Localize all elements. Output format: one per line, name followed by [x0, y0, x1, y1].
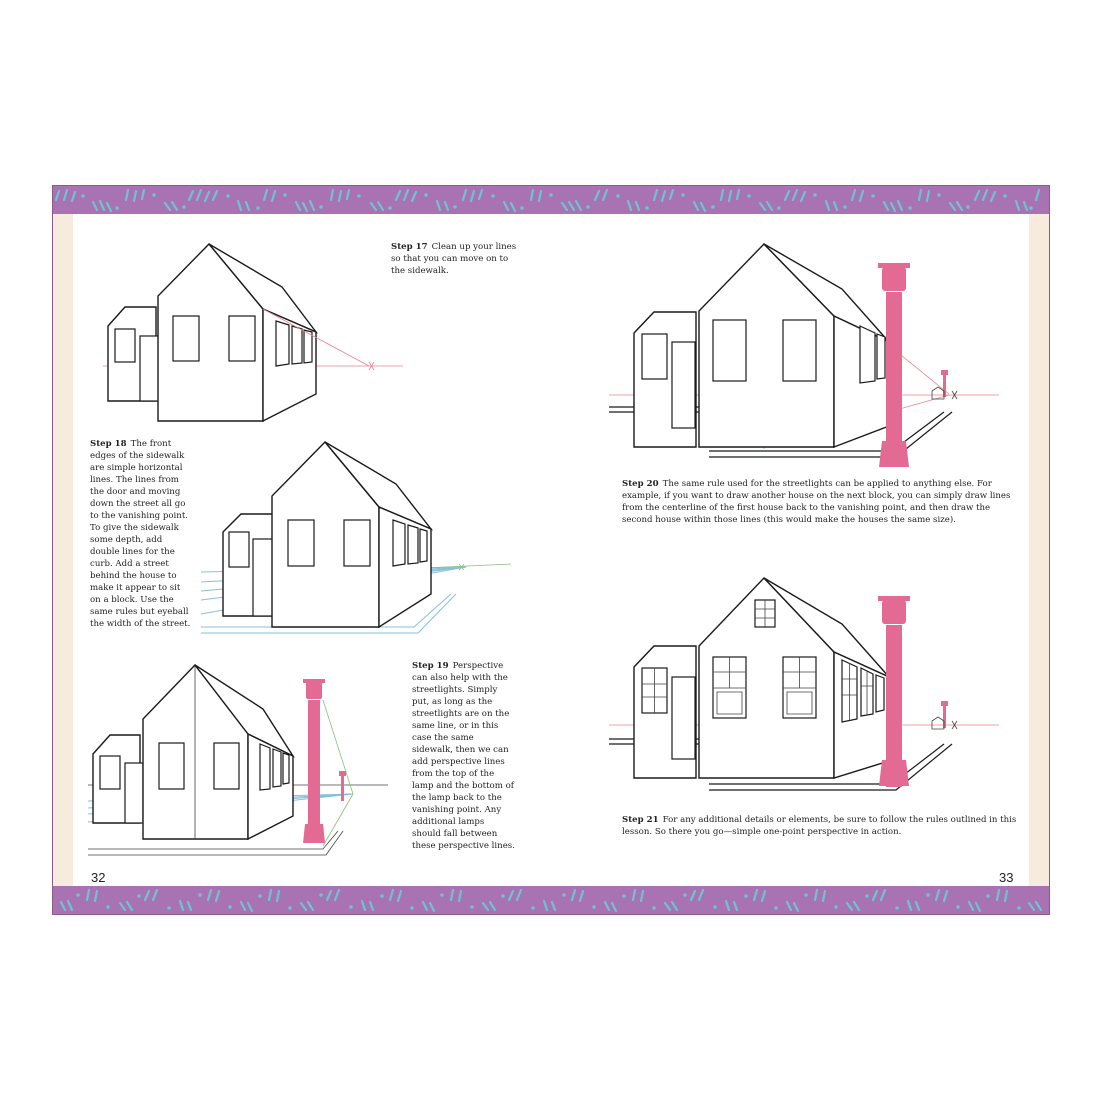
step17-house-illustration — [103, 229, 403, 409]
step19-label: Step 19 — [412, 661, 449, 671]
step18-caption — [90, 438, 193, 630]
step19-caption — [412, 660, 515, 852]
right-page — [551, 214, 1029, 886]
step21-label: Step 21 — [622, 815, 659, 825]
step18-text: The front edges of the sidewalk are simple horizontal lines. The lines from the door and moving down the street all go to the vanishing point. To give the sidewalk some depth, add double lines for the curb. Add a street behind the house to make it appear to sit on a block. Use the same rules but eyeball the width of the street. — [90, 439, 191, 629]
page-number-left: 32 — [91, 870, 106, 885]
decorative-band-top — [53, 186, 1050, 214]
step19-house-illustration — [88, 646, 418, 846]
left-page — [73, 214, 551, 886]
step19-text: Perspective can also help with the streetlights. Simply put, as long as the streetlights are on the same line, or in this case the same sidewalk, then we can add perspective lines from the top of the lamp and the bottom of the lamp back to the vanishing point. Any additional lamps should fall between these perspective lines. — [412, 661, 515, 851]
step17-label: Step 17 — [391, 242, 428, 252]
step20-house-illustration — [609, 229, 1019, 459]
band-pattern-bottom — [53, 886, 1050, 914]
book-spread — [52, 185, 1050, 915]
step18-house-illustration — [201, 434, 521, 634]
step21-text: For any additional details or elements, be sure to follow the rules outlined in this lesson. So there you go—simple one-point perspective in action. — [622, 815, 1017, 837]
step17-text: Clean up your lines so that you can move on to the sidewalk. — [391, 242, 517, 276]
step21-house-illustration — [609, 564, 1019, 804]
step17-caption — [391, 241, 519, 277]
step20-caption — [622, 478, 1022, 526]
step18-label: Step 18 — [90, 439, 127, 449]
page-number-right: 33 — [999, 870, 1014, 885]
band-pattern-top — [53, 186, 1050, 214]
decorative-band-bottom — [53, 886, 1050, 914]
lamp-post — [878, 596, 948, 787]
step20-text: The same rule used for the streetlights can be applied to anything else. For example, if you want to draw another house on the next block, you can simply draw lines from the centerline of the first house back to the vanishing point, and then draw the second house within those lines (this would make the houses the same size). — [622, 479, 1011, 525]
step20-label: Step 20 — [622, 479, 659, 489]
step21-caption — [622, 814, 1022, 838]
